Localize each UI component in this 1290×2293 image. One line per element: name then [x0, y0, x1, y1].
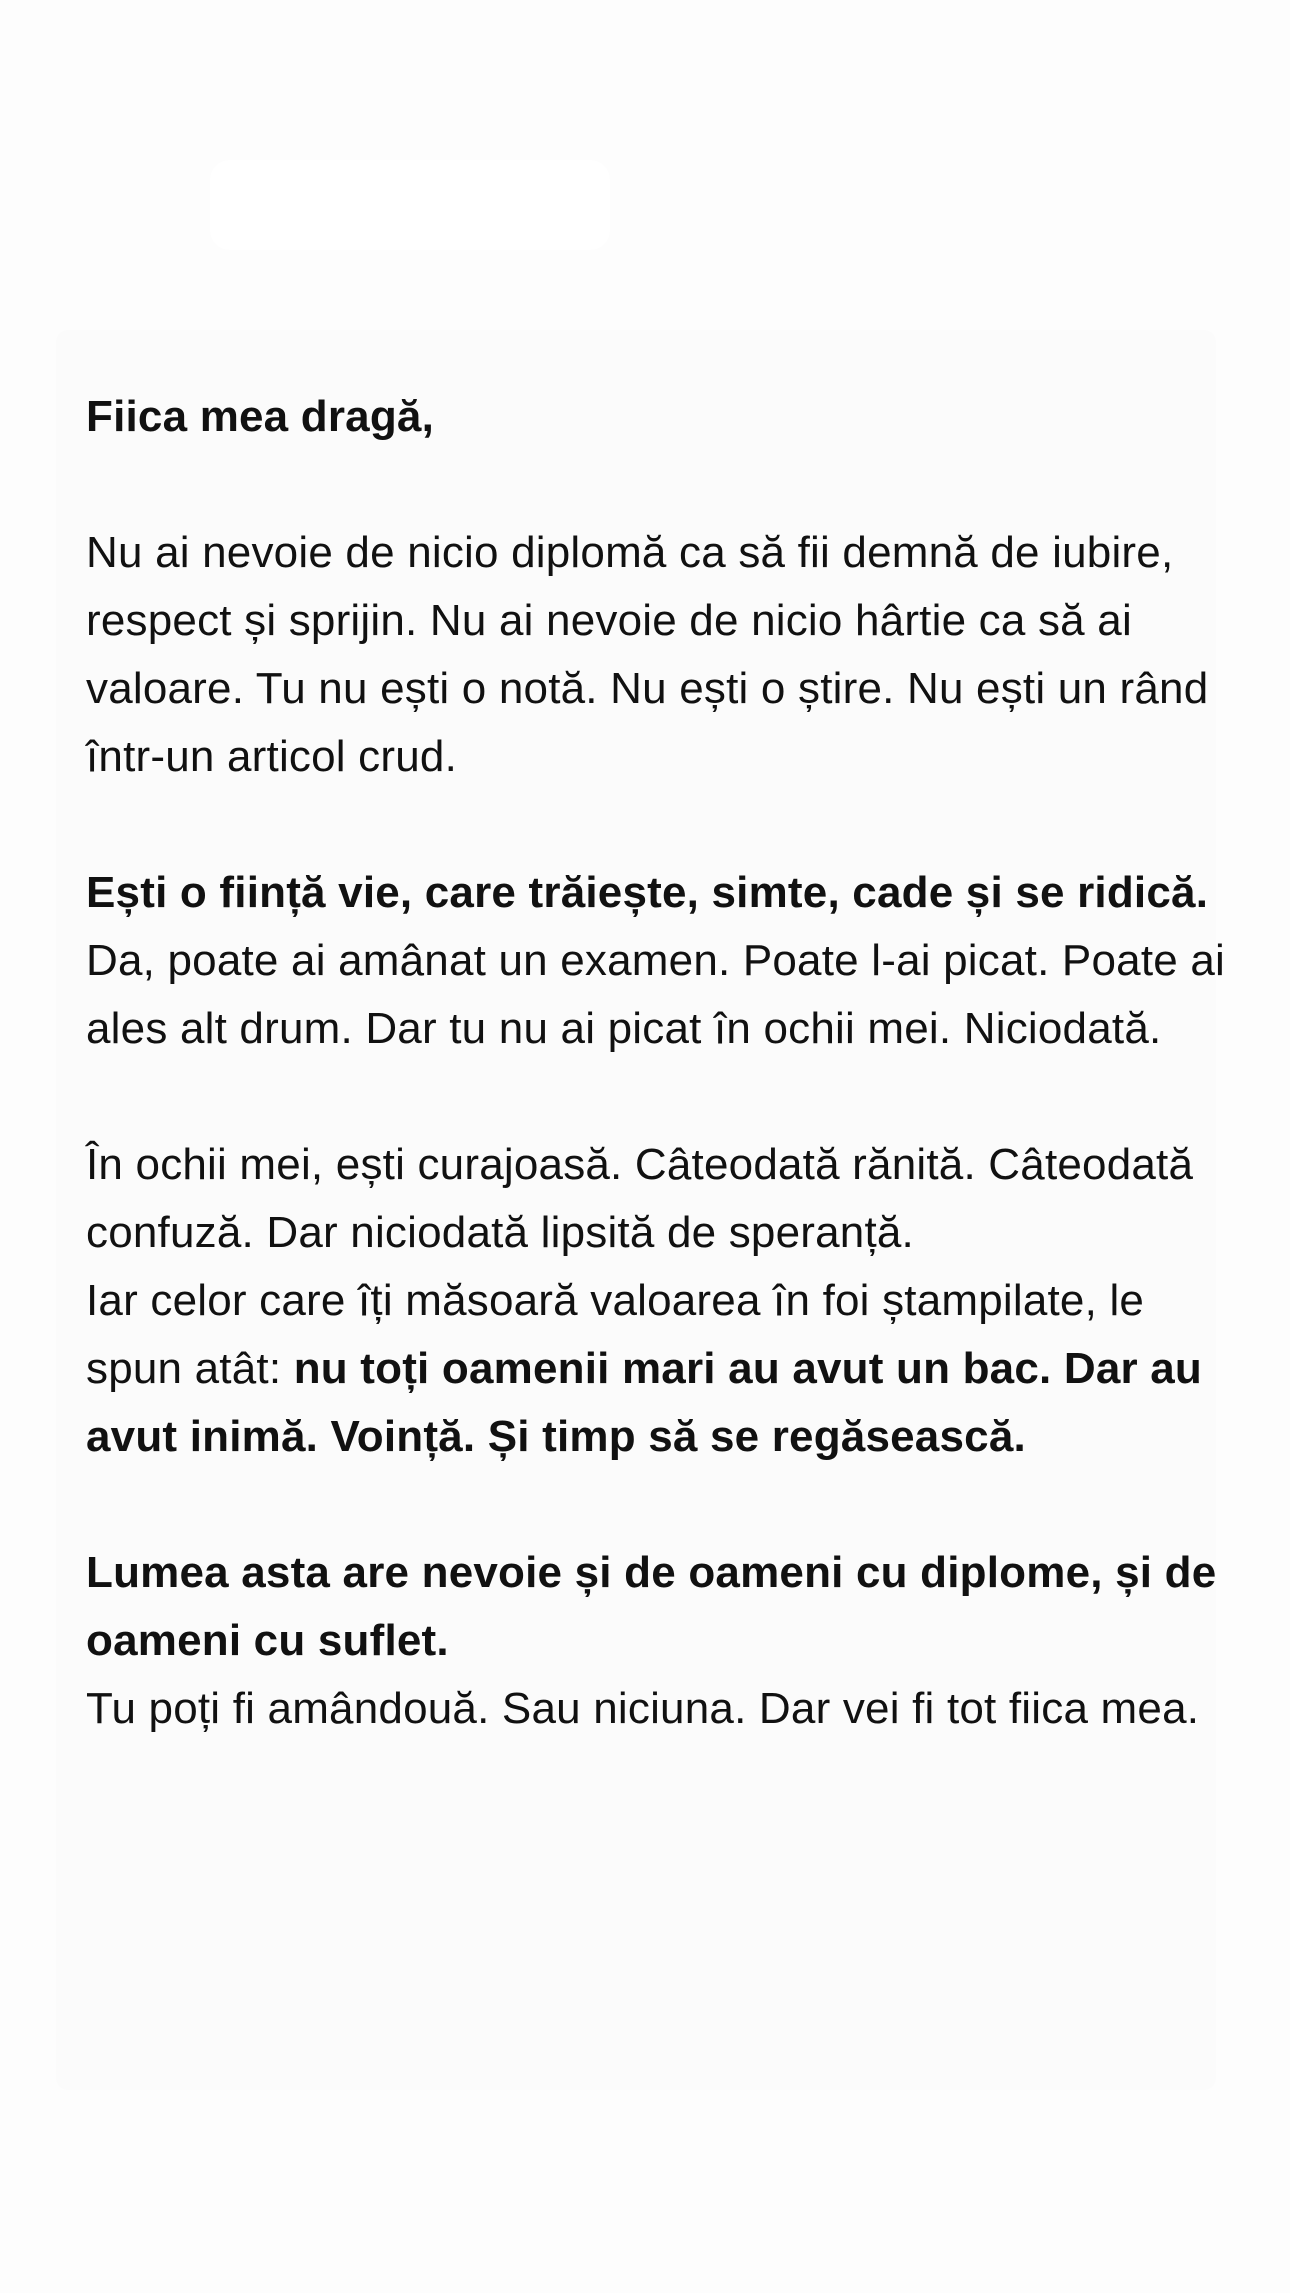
- blank-line: [86, 791, 1226, 859]
- blank-line: [86, 1471, 1226, 1539]
- paragraph-1: Nu ai nevoie de nicio diplomă ca să fii demnă de iubire, respect și sprijin. Nu ai nevoie de nicio hârtie ca să ai valoare. Tu nu ești o notă. Nu ești o știre. Nu ești un rând într-un articol crud.: [86, 528, 1209, 781]
- blank-line: [86, 1063, 1226, 1131]
- blank-line: [86, 451, 1226, 519]
- paragraph-2: Da, poate ai amânat un examen. Poate l-ai picat. Poate ai ales alt drum. Dar tu nu ai picat în ochii mei. Niciodată.: [86, 936, 1225, 1053]
- note-greeting: Fiica mea dragă,: [86, 392, 435, 441]
- paragraph-2-heading: Ești o ființă vie, care trăiește, simte, cade și se ridică.: [86, 868, 1209, 917]
- paragraph-5: Tu poți fi amândouă. Sau niciuna. Dar vei fi tot fiica mea.: [86, 1684, 1200, 1733]
- paragraph-4: [86, 1267, 1226, 1471]
- note-body[interactable]: [86, 383, 1226, 1743]
- faded-header: [210, 160, 610, 250]
- paragraph-5-heading: Lumea asta are nevoie și de oameni cu diplome, și de oameni cu suflet.: [86, 1548, 1217, 1665]
- paragraph-4-bold: nu toți oamenii mari au avut un bac. Dar au avut inimă. Voință. Și timp să se regăsească.: [86, 1344, 1203, 1461]
- paragraph-3: În ochii mei, ești curajoasă. Câteodată rănită. Câteodată confuză. Dar niciodată lipsită de speranță.: [86, 1140, 1194, 1257]
- paragraph-4-text: Iar celor care îți măsoară valoarea în foi ștampilate, le spun atât:: [86, 1276, 1145, 1393]
